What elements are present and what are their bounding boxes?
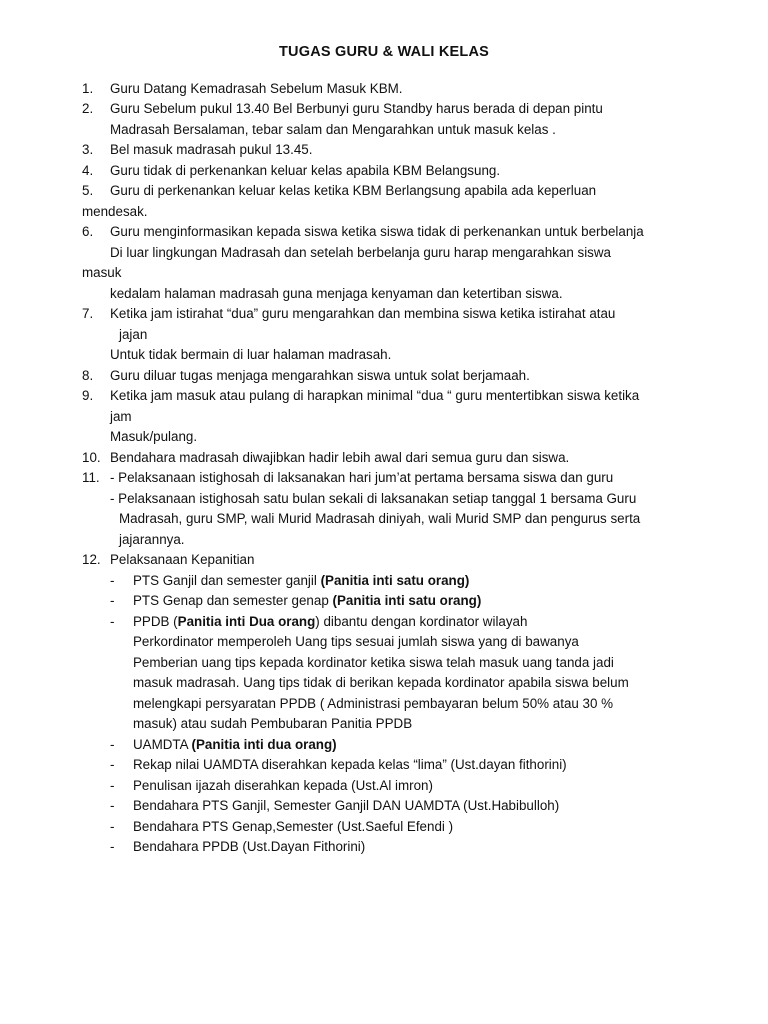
dash-bullet: - [110,778,115,793]
sub-item [133,572,469,590]
sub-item-bold: Panitia inti Dua orang [177,614,316,629]
sub-item [133,736,337,754]
item-number: 7. [82,306,94,321]
item-text: Di luar lingkungan Madrasah dan setelah berbelanja guru harap mengarahkan siswa [110,245,611,260]
sub-item-bold: (Panitia inti satu orang) [320,573,470,588]
dash-bullet: - [110,573,115,588]
sub-item-text: Perkordinator memperoleh Uang tips sesuai jumlah siswa yang di bawanya [133,634,579,649]
item-number: 10. [82,450,101,465]
item-text: jam [110,409,132,424]
sub-item-text: Pemberian uang tips kepada kordinator ketika siswa telah masuk uang tanda jadi [133,655,614,670]
item-number: 12. [82,552,101,567]
item-number: 2. [82,101,94,116]
item-number: 5. [82,183,94,198]
sub-item-text: Bendahara PTS Genap,Semester (Ust.Saeful Efendi ) [133,819,454,834]
item-text: Ketika jam masuk atau pulang di harapkan minimal “dua “ guru mentertibkan siswa ketika [110,388,640,403]
dash-bullet: - [110,839,115,854]
item-text: jajarannya. [119,532,185,547]
item-number: 11. [82,470,100,485]
item-text: Guru di perkenankan keluar kelas ketika KBM Berlangsung apabila ada keperluan [110,183,597,198]
item-text: jajan [119,327,148,342]
sub-item-bold: (Panitia inti satu orang) [332,593,482,608]
item-number: 1. [82,81,94,96]
dash-bullet: - [110,798,115,813]
sub-item-bold: (Panitia inti dua orang) [191,737,337,752]
sub-item-text: masuk madrasah. Uang tips tidak di berikan kepada kordinator apabila siswa belum [133,675,629,690]
item-text: - Pelaksanaan istighosah di laksanakan hari jum’at pertama bersama siswa dan guru [110,470,614,485]
item-text: kedalam halaman madrasah guna menjaga kenyaman dan ketertiban siswa. [110,286,563,301]
sub-item-text: UAMDTA [133,737,192,752]
item-text: Pelaksanaan Kepanitian [110,552,255,567]
dash-bullet: - [110,593,115,608]
item-number: 3. [82,142,94,157]
sub-item-text: Penulisan ijazah diserahkan kepada (Ust.Al imron) [133,778,433,793]
item-number: 4. [82,163,94,178]
item-text: Bel masuk madrasah pukul 13.45. [110,142,313,157]
item-text: Madrasah Bersalaman, tebar salam dan Mengarahkan untuk masuk kelas . [110,122,556,137]
item-text: Untuk tidak bermain di luar halaman madrasah. [110,347,392,362]
item-number: 6. [82,224,94,239]
dash-bullet: - [110,757,115,772]
item-text: Masuk/pulang. [110,429,198,444]
dash-bullet: - [110,737,115,752]
item-text: mendesak. [82,204,148,219]
sub-item-text: PTS Genap dan semester genap [133,593,333,608]
sub-item-text: PPDB ( [133,614,178,629]
sub-item-text: Rekap nilai UAMDTA diserahkan kepada kelas “lima” (Ust.dayan fithorini) [133,757,567,772]
sub-item-text: Bendahara PTS Ganjil, Semester Ganjil DAN UAMDTA (Ust.Habibulloh) [133,798,560,813]
dash-bullet: - [110,819,115,834]
sub-item [133,613,527,631]
item-text: Guru Datang Kemadrasah Sebelum Masuk KBM. [110,81,403,96]
item-number: 9. [82,388,94,403]
sub-item [133,592,481,610]
item-text: Ketika jam istirahat “dua” guru mengarahkan dan membina siswa ketika istirahat atau [110,306,616,321]
page-title: TUGAS GURU & WALI KELAS [278,44,489,60]
item-text: Madrasah, guru SMP, wali Murid Madrasah diniyah, wali Murid SMP dan pengurus serta [119,511,641,526]
item-text: Bendahara madrasah diwajibkan hadir lebih awal dari semua guru dan siswa. [110,450,570,465]
sub-item-text: melengkapi persyaratan PPDB ( Administrasi pembayaran belum 50% atau 30 % [133,696,614,711]
item-text: Guru tidak di perkenankan keluar kelas apabila KBM Belangsung. [110,163,501,178]
sub-item-text: Bendahara PPDB (Ust.Dayan Fithorini) [133,839,366,854]
item-text: Guru menginformasikan kepada siswa ketika siswa tidak di perkenankan untuk berbelanja [110,224,644,239]
item-text: Guru Sebelum pukul 13.40 Bel Berbunyi guru Standby harus berada di depan pintu [110,101,603,116]
item-text: - Pelaksanaan istighosah satu bulan sekali di laksanakan setiap tanggal 1 bersama Guru [110,491,637,506]
item-text: masuk [82,265,122,280]
dash-bullet: - [110,614,115,629]
sub-item-text: PTS Ganjil dan semester ganjil [133,573,321,588]
sub-item-after: ) dibantu dengan kordinator wilayah [315,614,528,629]
item-number: 8. [82,368,94,383]
item-text: Guru diluar tugas menjaga mengarahkan siswa untuk solat berjamaah. [110,368,530,383]
sub-item-text: masuk) atau sudah Pembubaran Panitia PPDB [133,716,413,731]
